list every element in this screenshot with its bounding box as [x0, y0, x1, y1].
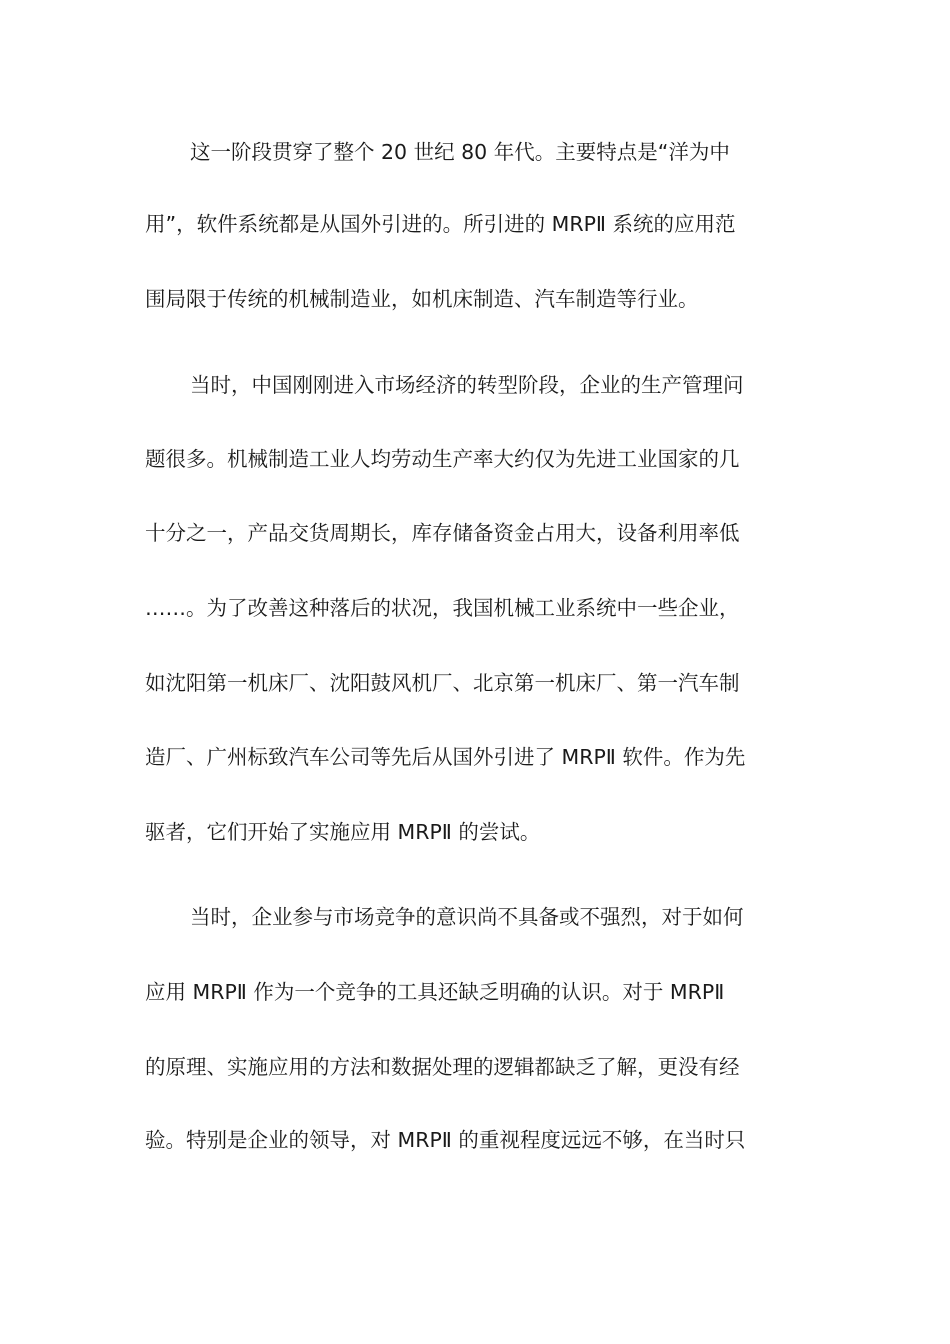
paragraph-2-line-7: 驱者，它们开始了实施应用 MRPⅡ 的尝试。 — [145, 820, 541, 844]
paragraph-2-line-6: 造厂、广州标致汽车公司等先后从国外引进了 MRPⅡ 软件。作为先 — [145, 745, 746, 769]
paragraph-2-line-3: 十分之一，产品交货周期长，库存储备资金占用大，设备利用率低 — [145, 521, 740, 545]
paragraph-2-line-2: 题很多。机械制造工业人均劳动生产率大约仅为先进工业国家的几 — [145, 447, 740, 471]
paragraph-2-line-1: 当时，中国刚刚进入市场经济的转型阶段，企业的生产管理问 — [190, 373, 744, 397]
paragraph-3-line-4: 验。特别是企业的领导，对 MRPⅡ 的重视程度远远不够，在当时只 — [145, 1128, 746, 1152]
paragraph-3-line-1: 当时，企业参与市场竞争的意识尚不具备或不强烈，对于如何 — [190, 905, 744, 929]
paragraph-1-line-3: 围局限于传统的机械制造业，如机床制造、汽车制造等行业。 — [145, 287, 699, 311]
paragraph-2-line-5: 如沈阳第一机床厂、沈阳鼓风机厂、北京第一机床厂、第一汽车制 — [145, 671, 740, 695]
paragraph-1-line-1: 这一阶段贯穿了整个 20 世纪 80 年代。主要特点是“洋为中 — [190, 140, 730, 164]
paragraph-2-line-4: ……。为了改善这种落后的状况，我国机械工业系统中一些企业， — [145, 596, 740, 620]
paragraph-3-line-3: 的原理、实施应用的方法和数据处理的逻辑都缺乏了解，更没有经 — [145, 1055, 740, 1079]
paragraph-3-line-2: 应用 MRPⅡ 作为一个竞争的工具还缺乏明确的认识。对于 MRPⅡ — [145, 980, 725, 1004]
paragraph-1-line-2: 用”，软件系统都是从国外引进的。所引进的 MRPⅡ 系统的应用范 — [145, 212, 736, 236]
